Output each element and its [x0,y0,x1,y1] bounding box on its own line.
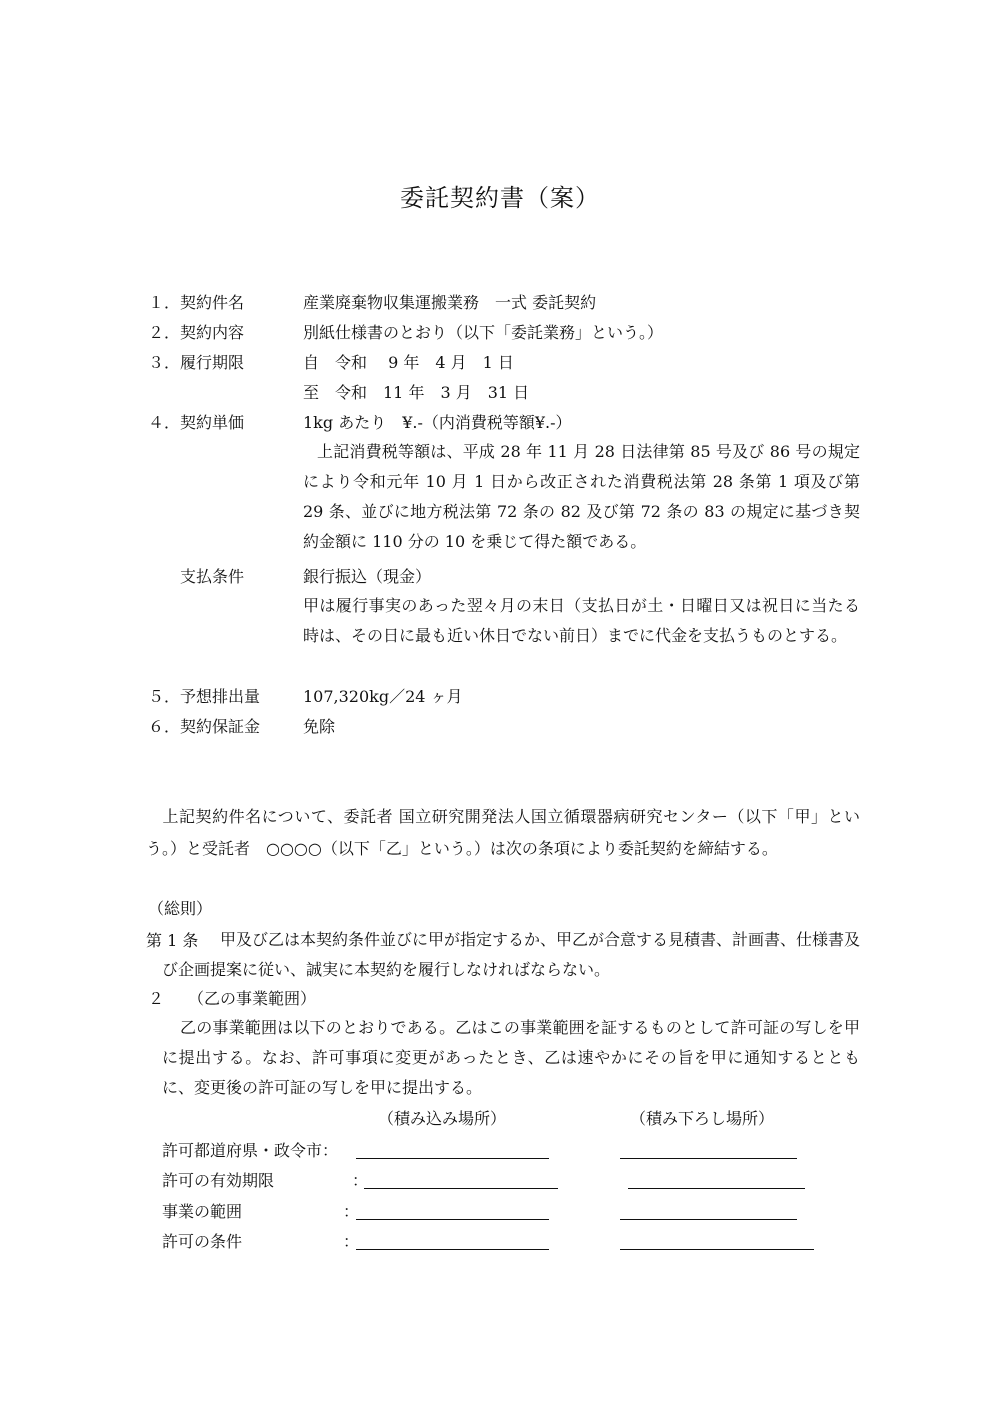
blank-line-validity-unloading [628,1188,805,1189]
item-value-contract-content: 別紙仕様書のとおり（以下「委託業務」という。） [303,323,664,342]
permit-row-label-conditions: 許可の条件 [162,1232,243,1251]
permit-row-colon-conditions: ： [343,1232,360,1251]
item-value-expected-volume: 107,320kg／24 ヶ月 [303,687,463,706]
permit-row-label-validity: 許可の有効期限 [162,1171,275,1190]
payment-note-paragraph: 甲は履行事実のあった翌々月の末日（支払日が土・日曜日又は祝日に当たる時は、その日に最も近い休日でない前日）までに代金を支払うものとする。 [303,596,860,645]
permit-row-colon-scope: ： [343,1202,360,1221]
item-label-payment: 支払条件 [180,567,245,586]
item-label-contract-content: ２．契約内容 [148,323,245,342]
column-header-unloading: （積み下ろし場所） [630,1109,775,1128]
blank-line-scope-loading [356,1219,549,1220]
item-label-contract-name: １．契約件名 [148,293,245,312]
permit-row-label-prefecture: 許可都道府県・政令市： [162,1141,339,1160]
item-value-payment: 銀行振込（現金） [303,567,432,586]
item-value-guarantee: 免除 [303,717,336,736]
permit-row-colon-validity: ： [352,1171,369,1190]
item-label-guarantee: ６．契約保証金 [148,717,261,736]
item-value-term-from: 自 令和 9 年 4 月 1 日 [303,353,514,372]
item-value-term-to: 至 令和 11 年 3 月 31 日 [303,383,530,402]
blank-line-validity-loading [364,1188,558,1189]
item-label-expected-volume: ５．予想排出量 [148,687,261,706]
blank-line-scope-unloading [620,1219,797,1220]
blank-line-prefecture-unloading [620,1158,797,1159]
preamble-paragraph: 上記契約件名について、委託者 国立研究開発法人国立循環器病研究センター（以下「甲」という。）と受託者 ○○○○（以下「乙」という。）は次の条項により委託契約を締結する。 [146,807,860,858]
blank-line-prefecture-loading [356,1158,549,1159]
blank-line-conditions-loading [356,1249,549,1250]
blank-line-conditions-unloading [620,1249,814,1250]
item-value-contract-name: 産業廃棄物収集運搬業務 一式 委託契約 [303,293,597,312]
clause-2-text: 乙の事業範囲は以下のとおりである。乙はこの事業範囲を証するものとして許可証の写しを甲に提出する。なお、許可事項に変更があったとき、乙は速やかにその旨を甲に通知するとともに、変更後の許可証の写しを甲に提出する。 [162,1018,860,1097]
item-value-unit-price: 1kg あたり ¥.-（内消費税等額¥.-） [303,413,572,432]
section-heading-general: （総則） [148,899,213,918]
item-label-unit-price: ４．契約単価 [148,413,245,432]
document-title: 委託契約書（案） [400,184,600,212]
article-1-number: 第 1 条 [146,931,199,950]
tax-note-paragraph: 上記消費税等額は、平成 28 年 11 月 28 日法律第 85 号及び 86 号の規定により令和元年 10 月 1 日から改正された消費税法第 28 条第 1 項及び第 29 条、並びに地方税法第 72 条の 82 及び第 72 条の 83 の規定に基づき契約金額に 110 分の 10 を乗じて得た額である。 [303,442,860,551]
column-header-loading: （積み込み場所） [378,1109,507,1128]
permit-row-label-scope: 事業の範囲 [162,1202,243,1221]
clause-2-heading: （乙の事業範囲） [188,989,317,1008]
article-1-text: 甲及び乙は本契約条件並びに甲が指定するか、甲乙が合意する見積書、計画書、仕様書及び企画提案に従い、誠実に本契約を履行しなければならない。 [162,930,861,979]
clause-2-number: ２ [148,989,165,1008]
item-label-term: ３．履行期限 [148,353,245,372]
